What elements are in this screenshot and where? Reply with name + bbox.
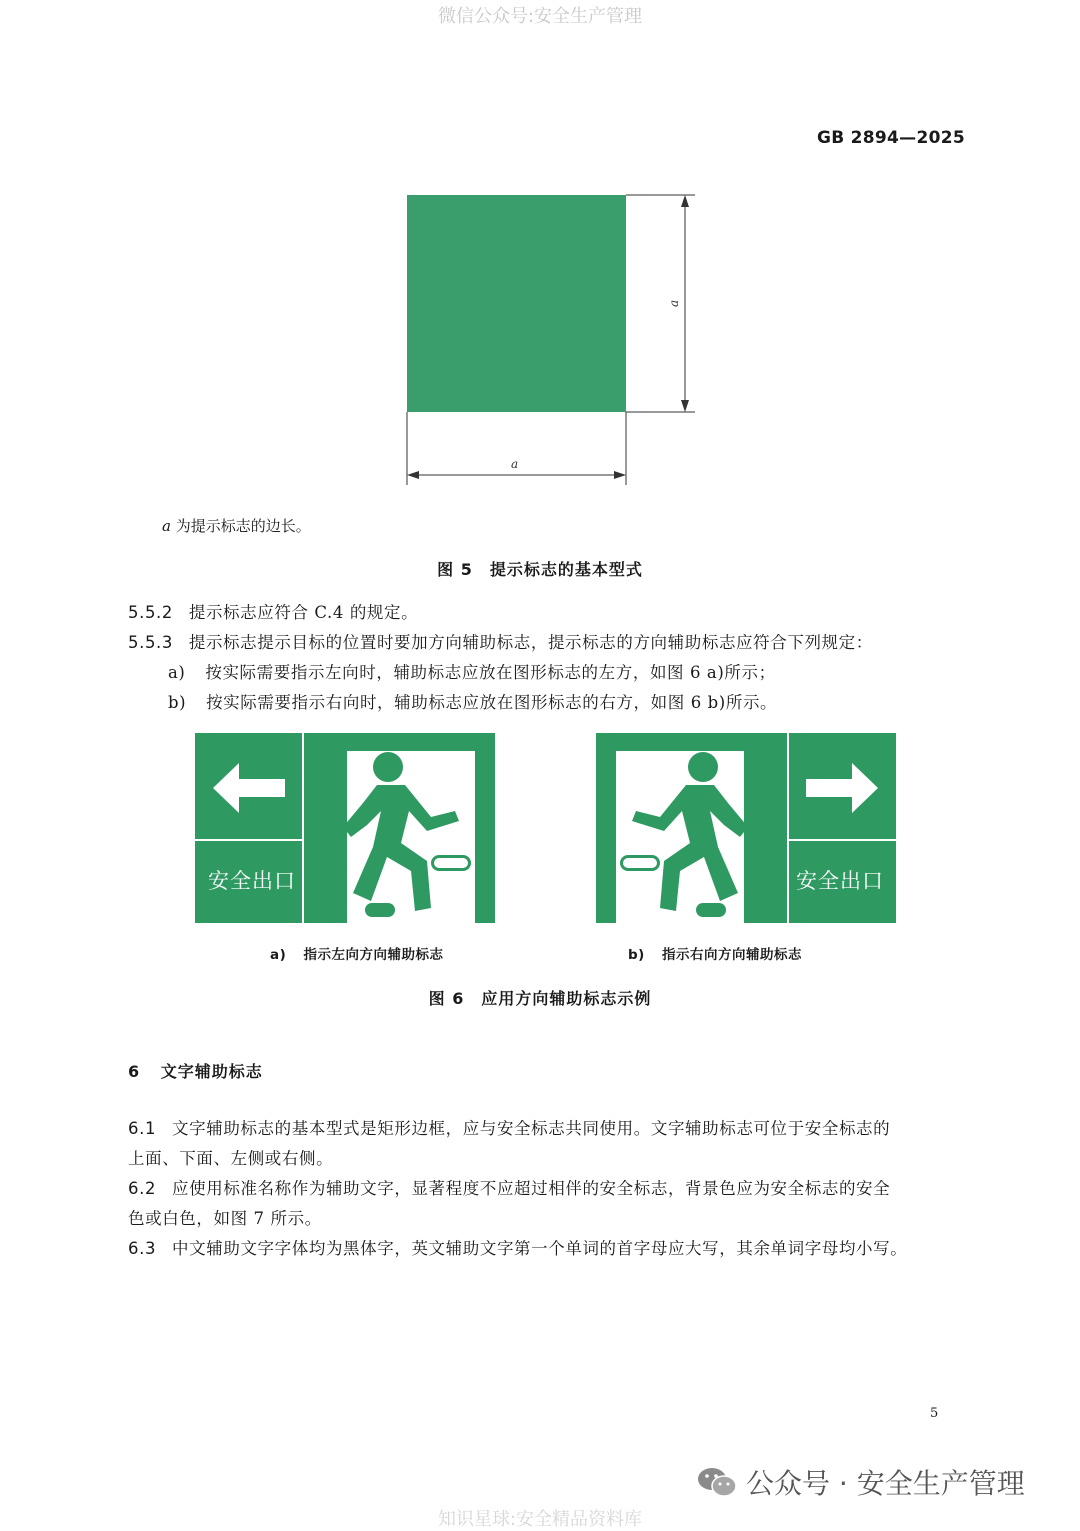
- running-man-icon-left: [343, 751, 475, 923]
- para-number: 6.3: [128, 1239, 157, 1258]
- clause-text: 提示标志提示目标的位置时要加方向辅助标志，提示标志的方向辅助标志应符合下列规定：: [188, 633, 873, 652]
- para-line2: 色或白色，如图 7 所示。: [128, 1209, 322, 1228]
- exit-sign-left: [195, 733, 495, 923]
- section6-number: 6: [128, 1062, 141, 1081]
- para-6-1: [128, 1114, 968, 1174]
- figure5-green-square: [407, 195, 626, 412]
- figure6b-marker: b): [628, 947, 645, 963]
- figure5-dim-right: a: [667, 299, 681, 307]
- figure5-diagram: [395, 185, 715, 490]
- page-number: 5: [930, 1406, 939, 1421]
- wechat-badge: [696, 1462, 1025, 1502]
- sign-text-right: 安全出口: [796, 869, 884, 893]
- clause-5-5-2: [128, 598, 418, 628]
- list-item-b: [168, 688, 777, 718]
- para-line1: 文字辅助标志的基本型式是矩形边框，应与安全标志共同使用。文字辅助标志可位于安全标志的: [172, 1119, 891, 1138]
- figure5-dim-bottom: a: [511, 457, 519, 471]
- clause-text: 提示标志应符合 C.4 的规定。: [188, 603, 419, 622]
- figure5-note-var: a: [162, 517, 171, 535]
- para-number: 6.2: [128, 1179, 157, 1198]
- figure6b-text: 指示右向方向辅助标志: [662, 947, 803, 963]
- watermark-top: 微信公众号:安全生产管理: [437, 6, 643, 27]
- running-man-icon-right: [616, 751, 748, 923]
- para-number: 6.1: [128, 1119, 157, 1138]
- section6-title: 文字辅助标志: [160, 1062, 263, 1081]
- figure6b-label: [628, 943, 802, 963]
- clause-5-5-3: [128, 628, 873, 658]
- list-marker: b): [168, 693, 187, 712]
- exit-sign-right: [596, 733, 896, 923]
- watermark-bottom: 知识星球:安全精品资料库: [437, 1509, 643, 1530]
- list-text: 按实际需要指示左向时，辅助标志应放在图形标志的左方，如图 6 a)所示；: [205, 663, 776, 682]
- figure5-caption: 图 5 提示标志的基本型式: [437, 560, 643, 579]
- para-line1: 中文辅助文字字体均为黑体字，英文辅助文字第一个单词的首字母应大写，其余单词字母均小写。: [172, 1239, 908, 1258]
- wechat-badge-text: 公众号 · 安全生产管理: [746, 1467, 1025, 1500]
- para-line2: 上面、下面、左侧或右侧。: [128, 1149, 334, 1168]
- figure6a-label: [270, 943, 443, 963]
- list-item-a: [168, 658, 776, 688]
- figure6a-marker: a): [270, 947, 287, 963]
- figure6-caption: 图 6 应用方向辅助标志示例: [428, 989, 652, 1008]
- list-text: 按实际需要指示右向时，辅助标志应放在图形标志的右方，如图 6 b)所示。: [206, 693, 778, 712]
- figure6a-text: 指示左向方向辅助标志: [303, 947, 444, 963]
- section6-heading: [128, 1059, 263, 1082]
- clause-number: 5.5.2: [128, 603, 173, 622]
- sign-text-left: 安全出口: [208, 869, 296, 893]
- para-line1: 应使用标准名称作为辅助文字，显著程度不应超过相伴的安全标志，背景色应为安全标志的安全: [172, 1179, 891, 1198]
- wechat-icon: [696, 1465, 738, 1499]
- para-6-3: [128, 1234, 988, 1264]
- para-6-2: [128, 1174, 968, 1234]
- standard-code: GB 2894—2025: [816, 128, 965, 148]
- figure5-note: [162, 515, 311, 536]
- figure5-note-text: 为提示标志的边长。: [170, 517, 311, 535]
- list-marker: a): [168, 663, 186, 682]
- clause-number: 5.5.3: [128, 633, 173, 652]
